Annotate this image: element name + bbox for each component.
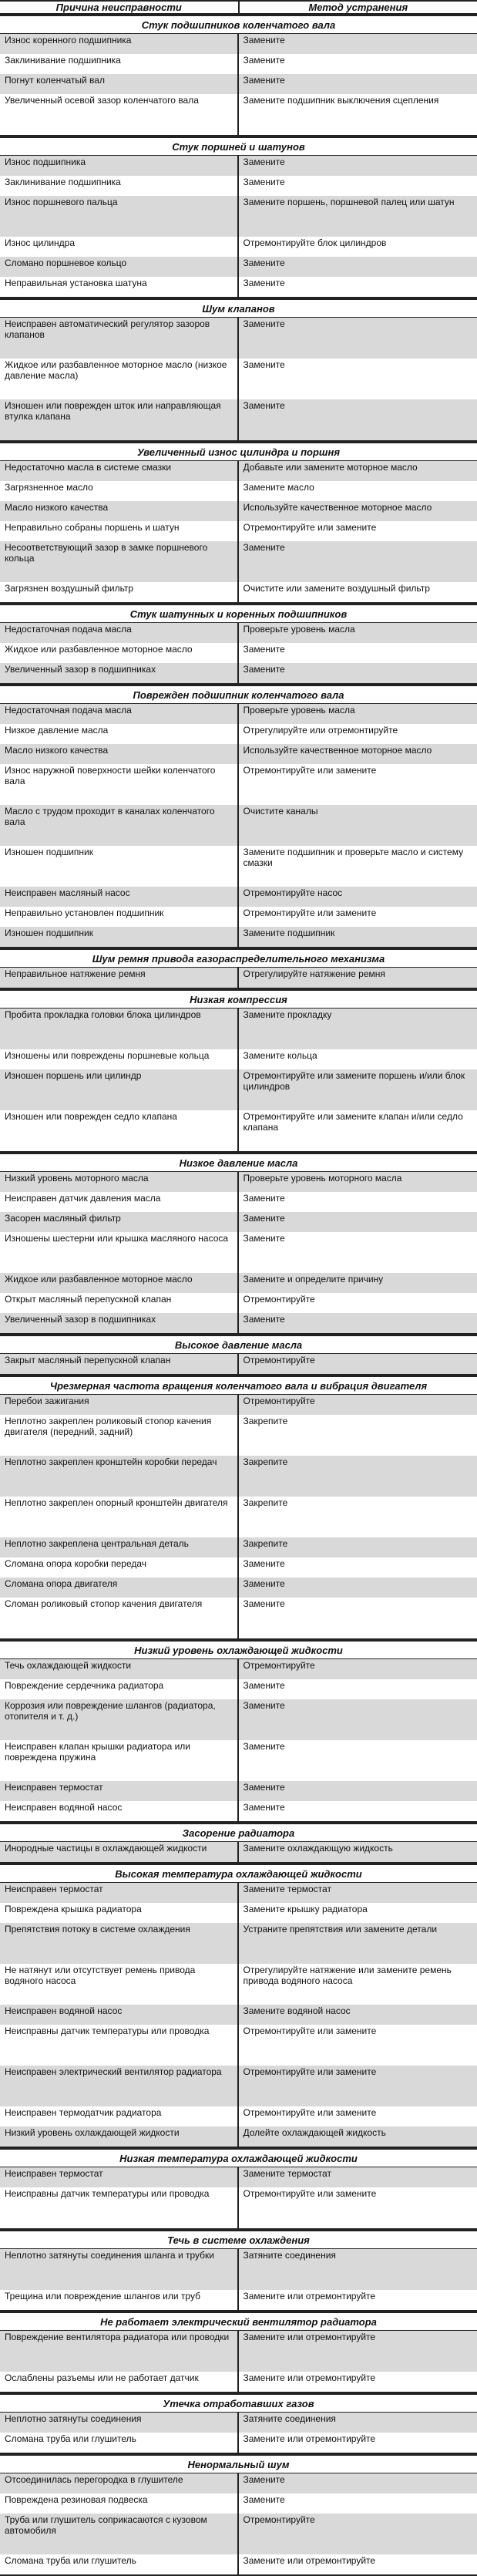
cause-cell: Заклинивание подшипника <box>0 176 239 196</box>
remedy-cell: Отремонтируйте <box>239 1659 477 1679</box>
cause-cell: Сломана опора двигателя <box>0 1578 239 1598</box>
cause-cell: Неплотно затянуты соединения шланга и трубки <box>0 2249 239 2290</box>
cause-cell: Изношен поршень или цилиндр <box>0 1069 239 1110</box>
remedy-cell: Отрегулируйте или отремонтируйте <box>239 724 477 744</box>
cause-cell: Увеличенный осевой зазор коленчатого вала <box>0 94 239 135</box>
remedy-cell: Замените или отремонтируйте <box>239 2433 477 2453</box>
table-row <box>0 196 477 237</box>
cause-cell: Неисправен электрический вентилятор радиатора <box>0 2066 239 2106</box>
remedy-cell: Замените охлаждающую жидкость <box>239 1842 477 1862</box>
remedy-cell: Замените <box>239 257 477 277</box>
cause-cell: Сломана труба или глушитель <box>0 2554 239 2574</box>
remedy-cell: Отремонтируйте <box>239 1354 477 1374</box>
table-header <box>0 0 477 15</box>
table-row <box>0 1415 477 1456</box>
remedy-cell: Замените <box>239 156 477 176</box>
table-row <box>0 1883 477 1903</box>
cause-cell: Повреждение сердечника радиатора <box>0 1679 239 1699</box>
table-row <box>0 2187 477 2230</box>
table-row <box>0 2514 477 2554</box>
section-title: Не работает электрический вентилятор радиатора <box>0 2312 477 2331</box>
remedy-cell: Замените <box>239 277 477 297</box>
table-row <box>0 2433 477 2454</box>
cause-cell: Неплотно закреплен кронштейн коробки передач <box>0 1456 239 1497</box>
cause-cell: Масло низкого качества <box>0 501 239 521</box>
cause-cell: Масло низкого качества <box>0 744 239 764</box>
table-row <box>0 1801 477 1823</box>
remedy-cell: Замените <box>239 399 477 440</box>
remedy-cell: Замените <box>239 1192 477 1212</box>
section-title: Низкий уровень охлаждающей жидкости <box>0 1640 477 1659</box>
cause-cell: Отсоединилась перегородка в глушителе <box>0 2473 239 2494</box>
table-row <box>0 805 477 846</box>
cause-cell: Несоответствующий зазор в замке поршневого кольца <box>0 541 239 582</box>
remedy-cell: Отремонтируйте или замените <box>239 2025 477 2066</box>
section-title: Низкая температура охлаждающей жидкости <box>0 2148 477 2167</box>
table-row <box>0 176 477 196</box>
table-row <box>0 1842 477 1864</box>
table-row <box>0 461 477 481</box>
table-row <box>0 1009 477 1049</box>
remedy-cell: Затяните соединения <box>239 2413 477 2433</box>
cause-cell: Неисправен датчик давления масла <box>0 1192 239 1212</box>
remedy-cell: Замените термостат <box>239 1883 477 1903</box>
cause-cell: Неплотно затянуты соединения <box>0 2413 239 2433</box>
section-title: Стук подшипников коленчатого вала <box>0 15 477 34</box>
section-title: Утечка отработавших газов <box>0 2393 477 2413</box>
table-body <box>0 15 477 2576</box>
remedy-cell: Замените термостат <box>239 2167 477 2187</box>
table-row <box>0 1456 477 1497</box>
table-row <box>0 156 477 176</box>
table-row <box>0 1923 477 1964</box>
remedy-cell: Закрепите <box>239 1456 477 1497</box>
remedy-cell: Замените <box>239 2473 477 2494</box>
remedy-cell: Отремонтируйте или замените клапан и/или седло клапана <box>239 1110 477 1151</box>
remedy-cell: Замените <box>239 1699 477 1740</box>
remedy-cell: Отремонтируйте насос <box>239 887 477 907</box>
cause-cell: Износ наружной поверхности шейки коленчатого вала <box>0 764 239 805</box>
remedy-cell: Добавьте или замените моторное масло <box>239 461 477 481</box>
remedy-cell: Замените <box>239 1740 477 1781</box>
section-title: Стук шатунных и коренных подшипников <box>0 604 477 623</box>
table-row <box>0 704 477 724</box>
cause-cell: Неправильно установлен подшипник <box>0 907 239 927</box>
cause-cell: Повреждение вентилятора радиатора или проводки <box>0 2331 239 2372</box>
table-row <box>0 2106 477 2126</box>
cause-cell: Сломано поршневое кольцо <box>0 257 239 277</box>
remedy-cell: Замените крышку радиатора <box>239 1903 477 1923</box>
section-title: Ненормальный шум <box>0 2454 477 2473</box>
remedy-cell: Замените кольца <box>239 1049 477 1069</box>
remedy-cell: Замените подшипник <box>239 927 477 947</box>
cause-cell: Пробита прокладка головки блока цилиндров <box>0 1009 239 1049</box>
table-row <box>0 2372 477 2393</box>
remedy-cell: Замените <box>239 1557 477 1578</box>
cause-cell: Изношен или поврежден шток или направляющая втулка клапана <box>0 399 239 440</box>
remedy-cell: Используйте качественное моторное масло <box>239 744 477 764</box>
cause-cell: Загрязнен воздушный фильтр <box>0 582 239 602</box>
cause-cell: Низкий уровень охлаждающей жидкости <box>0 2126 239 2147</box>
remedy-cell: Замените <box>239 1801 477 1821</box>
table-row <box>0 764 477 805</box>
table-row <box>0 2005 477 2025</box>
remedy-cell: Замените <box>239 318 477 359</box>
cause-cell: Масло с трудом проходит в каналах коленчатого вала <box>0 805 239 846</box>
cause-cell: Увеличенный зазор в подшипниках <box>0 663 239 683</box>
cause-cell: Закрыт масляный перепускной клапан <box>0 1354 239 1374</box>
remedy-cell: Отремонтируйте <box>239 1293 477 1313</box>
section-title: Чрезмерная частота вращения коленчатого вала и вибрация двигателя <box>0 1376 477 1395</box>
cause-cell: Неисправны датчик температуры или проводка <box>0 2025 239 2066</box>
remedy-cell: Закрепите <box>239 1497 477 1537</box>
table-row <box>0 521 477 541</box>
cause-cell: Недостаточно масла в системе смазки <box>0 461 239 481</box>
cause-cell: Течь охлаждающей жидкости <box>0 1659 239 1679</box>
table-row <box>0 1740 477 1781</box>
remedy-cell: Очистите или замените воздушный фильтр <box>239 582 477 602</box>
table-row <box>0 2473 477 2494</box>
remedy-cell: Замените или отремонтируйте <box>239 2554 477 2574</box>
remedy-cell: Отремонтируйте или замените <box>239 907 477 927</box>
remedy-cell: Замените поршень, поршневой палец или шатун <box>239 196 477 237</box>
table-row <box>0 1354 477 1376</box>
table-row <box>0 1699 477 1740</box>
cause-cell: Увеличенный зазор в подшипниках <box>0 1313 239 1333</box>
table-row <box>0 54 477 74</box>
cause-cell: Неплотно закреплена центральная деталь <box>0 1537 239 1557</box>
cause-cell: Неисправен водяной насос <box>0 2005 239 2025</box>
remedy-cell: Замените подшипник и проверьте масло и систему смазки <box>239 846 477 887</box>
remedy-cell: Замените <box>239 541 477 582</box>
cause-cell: Неисправен водяной насос <box>0 1801 239 1821</box>
section-title: Шум ремня привода газораспределительного механизма <box>0 948 477 968</box>
cause-cell: Изношен подшипник <box>0 927 239 947</box>
remedy-cell: Замените <box>239 1313 477 1333</box>
remedy-cell: Замените <box>239 1679 477 1699</box>
remedy-cell: Очистите каналы <box>239 805 477 846</box>
cause-cell: Жидкое или разбавленное моторное масло <box>0 1273 239 1293</box>
cause-cell: Препятствия потоку в системе охлаждения <box>0 1923 239 1964</box>
header-remedy: Метод устранения <box>240 2 477 13</box>
remedy-cell: Замените водяной насос <box>239 2005 477 2025</box>
remedy-cell: Отремонтируйте или замените поршень и/или блок цилиндров <box>239 1069 477 1110</box>
cause-cell: Неисправен термостат <box>0 2167 239 2187</box>
table-row <box>0 1578 477 1598</box>
table-row <box>0 1537 477 1557</box>
table-row <box>0 1313 477 1335</box>
cause-cell: Неисправен термодатчик радиатора <box>0 2106 239 2126</box>
cause-cell: Изношены шестерни или крышка масляного насоса <box>0 1232 239 1273</box>
table-row <box>0 663 477 685</box>
table-row <box>0 501 477 521</box>
table-row <box>0 1557 477 1578</box>
table-row <box>0 907 477 927</box>
remedy-cell: Используйте качественное моторное масло <box>239 501 477 521</box>
cause-cell: Сломан роликовый стопор качения двигателя <box>0 1598 239 1638</box>
remedy-cell: Замените или отремонтируйте <box>239 2290 477 2310</box>
table-row <box>0 623 477 643</box>
remedy-cell: Проверьте уровень масла <box>239 704 477 724</box>
section-title: Течь в системе охлаждения <box>0 2230 477 2249</box>
remedy-cell: Замените <box>239 643 477 663</box>
remedy-cell: Устраните препятствия или замените детали <box>239 1923 477 1964</box>
cause-cell: Недостаточная подача масла <box>0 623 239 643</box>
cause-cell: Износ цилиндра <box>0 237 239 257</box>
cause-cell: Повреждена крышка радиатора <box>0 1903 239 1923</box>
cause-cell: Жидкое или разбавленное моторное масло <box>0 643 239 663</box>
cause-cell: Неправильная установка шатуна <box>0 277 239 297</box>
table-row <box>0 2494 477 2514</box>
table-row <box>0 1659 477 1679</box>
remedy-cell: Замените или отремонтируйте <box>239 2331 477 2372</box>
cause-cell: Износ поршневого пальца <box>0 196 239 237</box>
table-row <box>0 399 477 442</box>
remedy-cell: Замените <box>239 54 477 74</box>
cause-cell: Повреждена резиновая подвеска <box>0 2494 239 2514</box>
remedy-cell: Замените подшипник выключения сцепления <box>239 94 477 135</box>
cause-cell: Инородные частицы в охлаждающей жидкости <box>0 1842 239 1862</box>
section-title: Низкое давление масла <box>0 1153 477 1172</box>
cause-cell: Низкое давление масла <box>0 724 239 744</box>
cause-cell: Коррозия или повреждение шлангов (радиатора, отопителя и т. д.) <box>0 1699 239 1740</box>
cause-cell: Открыт масляный перепускной клапан <box>0 1293 239 1313</box>
section-title: Стук поршней и шатунов <box>0 136 477 156</box>
table-row <box>0 1395 477 1415</box>
cause-cell: Изношен или поврежден седло клапана <box>0 1110 239 1151</box>
cause-cell: Жидкое или разбавленное моторное масло (низкое давление масла) <box>0 359 239 399</box>
remedy-cell: Проверьте уровень масла <box>239 623 477 643</box>
remedy-cell: Замените <box>239 1212 477 1232</box>
header-cause: Причина неисправности <box>0 2 240 13</box>
table-row <box>0 2167 477 2187</box>
remedy-cell: Замените <box>239 74 477 94</box>
remedy-cell: Замените прокладку <box>239 1009 477 1049</box>
cause-cell: Погнут коленчатый вал <box>0 74 239 94</box>
table-row <box>0 2554 477 2576</box>
table-row <box>0 1679 477 1699</box>
remedy-cell: Отремонтируйте или замените <box>239 764 477 805</box>
remedy-cell: Замените <box>239 2494 477 2514</box>
table-row <box>0 2290 477 2312</box>
table-row <box>0 1172 477 1192</box>
table-row <box>0 1903 477 1923</box>
cause-cell: Неисправен автоматический регулятор зазоров клапанов <box>0 318 239 359</box>
cause-cell: Неправильно собраны поршень и шатун <box>0 521 239 541</box>
cause-cell: Низкий уровень моторного масла <box>0 1172 239 1192</box>
remedy-cell: Отремонтируйте или замените <box>239 2066 477 2106</box>
cause-cell: Сломана опора коробки передач <box>0 1557 239 1578</box>
table-row <box>0 1192 477 1212</box>
table-row <box>0 237 477 257</box>
remedy-cell: Замените <box>239 1598 477 1638</box>
remedy-cell: Замените <box>239 1781 477 1801</box>
cause-cell: Загрязненное масло <box>0 481 239 501</box>
table-row <box>0 968 477 989</box>
remedy-cell: Отремонтируйте или замените <box>239 2106 477 2126</box>
cause-cell: Трещина или повреждение шлангов или труб <box>0 2290 239 2310</box>
section-title: Поврежден подшипник коленчатого вала <box>0 685 477 704</box>
table-row <box>0 1781 477 1801</box>
cause-cell: Недостаточная подача масла <box>0 704 239 724</box>
table-row <box>0 582 477 604</box>
cause-cell: Неисправны датчик температуры или проводка <box>0 2187 239 2228</box>
table-row <box>0 643 477 663</box>
remedy-cell: Отремонтируйте или замените <box>239 2187 477 2228</box>
table-row <box>0 1273 477 1293</box>
cause-cell: Изношен подшипник <box>0 846 239 887</box>
cause-cell: Перебои зажигания <box>0 1395 239 1415</box>
table-row <box>0 34 477 54</box>
section-title: Засорение радиатора <box>0 1823 477 1842</box>
section-title: Шум клапанов <box>0 298 477 318</box>
table-row <box>0 2331 477 2372</box>
table-row <box>0 481 477 501</box>
remedy-cell: Замените и определите причину <box>239 1273 477 1293</box>
table-row <box>0 846 477 887</box>
table-row <box>0 1497 477 1537</box>
table-row <box>0 1049 477 1069</box>
table-row <box>0 1293 477 1313</box>
table-row <box>0 257 477 277</box>
cause-cell: Неправильное натяжение ремня <box>0 968 239 988</box>
section-title: Увеличенный износ цилиндра и поршня <box>0 442 477 461</box>
table-row <box>0 1964 477 2005</box>
remedy-cell: Отремонтируйте <box>239 1395 477 1415</box>
remedy-cell: Замените <box>239 1232 477 1273</box>
remedy-cell: Отремонтируйте или замените <box>239 521 477 541</box>
table-row <box>0 1232 477 1273</box>
table-row <box>0 277 477 298</box>
cause-cell: Неисправен масляный насос <box>0 887 239 907</box>
table-row <box>0 94 477 136</box>
table-row <box>0 541 477 582</box>
remedy-cell: Отремонтируйте блок цилиндров <box>239 237 477 257</box>
remedy-cell: Закрепите <box>239 1415 477 1456</box>
cause-cell: Износ коренного подшипника <box>0 34 239 54</box>
cause-cell: Неплотно закреплен роликовый стопор качения двигателя (передний, задний) <box>0 1415 239 1456</box>
remedy-cell: Отремонтируйте <box>239 2514 477 2554</box>
remedy-cell: Замените <box>239 1578 477 1598</box>
table-row <box>0 2413 477 2433</box>
table-row <box>0 887 477 907</box>
table-row <box>0 724 477 744</box>
table-row <box>0 1598 477 1640</box>
cause-cell: Не натянут или отсутствует ремень привода водяного насоса <box>0 1964 239 2005</box>
cause-cell: Заклинивание подшипника <box>0 54 239 74</box>
table-row <box>0 2025 477 2066</box>
remedy-cell: Замените или отремонтируйте <box>239 2372 477 2392</box>
remedy-cell: Проверьте уровень моторного масла <box>239 1172 477 1192</box>
cause-cell: Неисправен клапан крышки радиатора или повреждена пружина <box>0 1740 239 1781</box>
table-row <box>0 927 477 948</box>
section-title: Высокое давление масла <box>0 1335 477 1354</box>
table-row <box>0 1212 477 1232</box>
cause-cell: Ослаблены разъемы или не работает датчик <box>0 2372 239 2392</box>
remedy-cell: Замените <box>239 34 477 54</box>
remedy-cell: Долейте охлаждающей жидкость <box>239 2126 477 2147</box>
cause-cell: Неплотно закреплен опорный кронштейн двигателя <box>0 1497 239 1537</box>
remedy-cell: Замените <box>239 176 477 196</box>
cause-cell: Труба или глушитель соприкасаются с кузовом автомобиля <box>0 2514 239 2554</box>
remedy-cell: Замените <box>239 663 477 683</box>
cause-cell: Неисправен термостат <box>0 1883 239 1903</box>
remedy-cell: Замените масло <box>239 481 477 501</box>
cause-cell: Износ подшипника <box>0 156 239 176</box>
section-title: Высокая температура охлаждающей жидкости <box>0 1864 477 1883</box>
table-row <box>0 744 477 764</box>
remedy-cell: Замените <box>239 359 477 399</box>
cause-cell: Изношены или повреждены поршневые кольца <box>0 1049 239 1069</box>
table-row <box>0 2066 477 2106</box>
cause-cell: Сломана труба или глушитель <box>0 2433 239 2453</box>
table-row <box>0 318 477 359</box>
table-row <box>0 359 477 399</box>
table-row <box>0 2249 477 2290</box>
remedy-cell: Отрегулируйте натяжение или замените ремень привода водяного насоса <box>239 1964 477 2005</box>
cause-cell: Засорен масляный фильтр <box>0 1212 239 1232</box>
table-row <box>0 74 477 94</box>
section-title: Низкая компрессия <box>0 989 477 1009</box>
table-row <box>0 2126 477 2148</box>
remedy-cell: Отрегулируйте натяжение ремня <box>239 968 477 988</box>
table-row <box>0 1069 477 1110</box>
cause-cell: Неисправен термостат <box>0 1781 239 1801</box>
remedy-cell: Закрепите <box>239 1537 477 1557</box>
table-row <box>0 1110 477 1153</box>
remedy-cell: Затяните соединения <box>239 2249 477 2290</box>
